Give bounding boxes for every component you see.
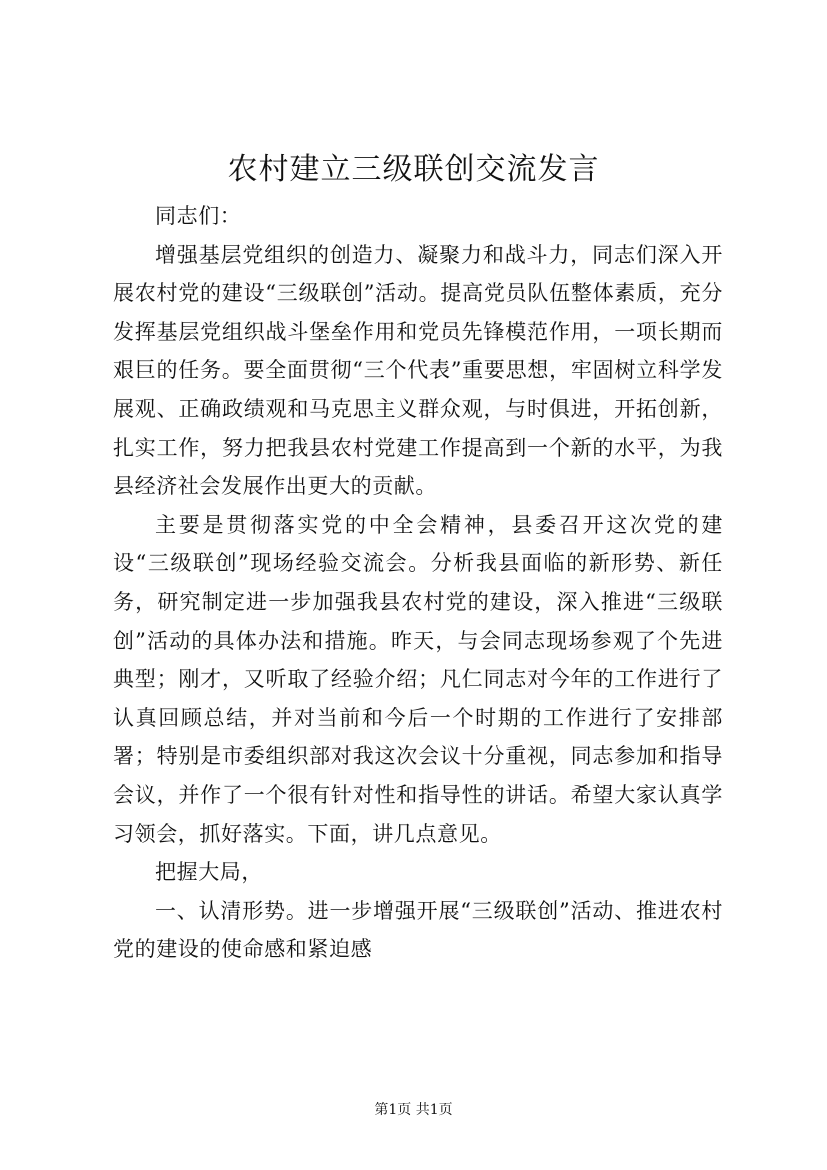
document-body [113, 197, 723, 969]
document-title: 农村建立三级联创交流发言 [227, 152, 600, 187]
paragraph-3: 把握大局， [155, 860, 263, 885]
paragraph-1: 增强基层党组织的创造力、凝聚力和战斗力，同志们深入开展农村党的建设“三级联创”活动。提高党员队伍整体素质，充分发挥基层党组织战斗堡垒作用和党员先锋模范作用，一项长期而艰巨的任务。要全面贯彻“三个代表”重要思想，牢固树立科学发展观、正确政绩观和马克思主义群众观，与时俱进，开拓创新，扎实工作，努力把我县农村党建工作提高到一个新的水平，为我县经济社会发展作出更大的贡献。 [113, 242, 723, 499]
page-number-footer: 第1页 共1页 [374, 1102, 453, 1118]
paragraph-salutation: 同志们： [155, 204, 242, 228]
paragraph-2: 主要是贯彻落实党的中全会精神，县委召开这次党的建设“三级联创”现场经验交流会。分析我县面临的新形势、新任务，研究制定进一步加强我县农村党的建设，深入推进“三级联创”活动的具体办法和措施。昨天，与会同志现场参观了个先进典型；刚才，又听取了经验介绍；凡仁同志对今年的工作进行了认真回顾总结，并对当前和今后一个时期的工作进行了安排部署；特别是市委组织部对我这次会议十分重视，同志参加和指导会议，并作了一个很有针对性和指导性的讲话。希望大家认真学习领会，抓好落实。下面，讲几点意见。 [113, 512, 723, 846]
paragraph-4: 一、认清形势。进一步增强开展“三级联创”活动、推进农村党的建设的使命感和紧迫感 [113, 898, 723, 962]
